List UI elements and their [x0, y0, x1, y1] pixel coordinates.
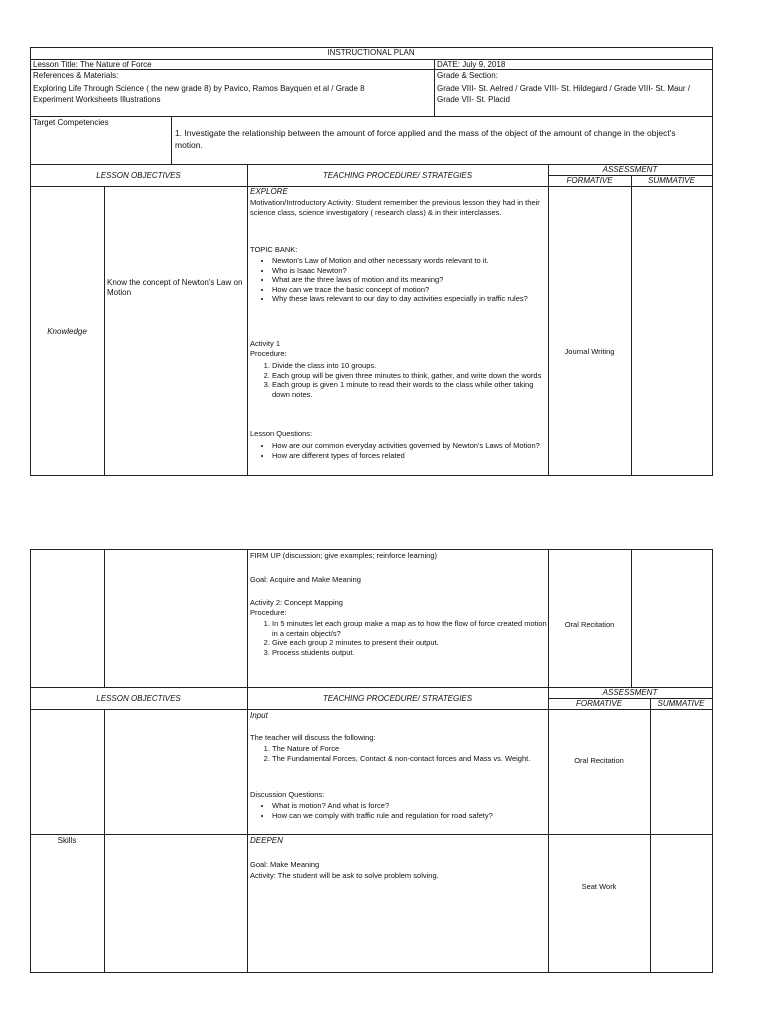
- list-item: 1. Divide the class into 10 groups.: [272, 361, 542, 371]
- activity-2-steps: [250, 619, 547, 657]
- activity-1-steps: [250, 361, 542, 399]
- list-item: • How can we trace the basic concept of motion?: [272, 285, 542, 295]
- formative-oral-recitation-2: Oral Recitation: [574, 756, 624, 765]
- list-item: • What is motion? And what is force?: [272, 801, 557, 811]
- header-teaching-procedure-2: TEACHING PROCEDURE/ STRATEGIES: [322, 694, 473, 703]
- discussion-questions-list: [250, 801, 557, 820]
- formative-journal-writing: Journal Writing: [564, 347, 615, 356]
- discussion-topics: [250, 744, 547, 763]
- procedure-label-2: Procedure:: [250, 608, 287, 617]
- lesson-objective: Know the concept of Newton's Law on Motion: [107, 278, 243, 297]
- plan-title: INSTRUCTIONAL PLAN: [327, 48, 415, 57]
- list-item: 2. Give each group 2 minutes to present their output.: [272, 638, 547, 648]
- deepen-heading: DEEPEN: [250, 836, 283, 845]
- target-competency-text: 1. Investigate the relationship between the amount of force applied and the mass of the object of the amount of change in the object's motion.: [175, 128, 676, 150]
- list-item: • How can we comply with traffic rule and regulation for road safety?: [272, 811, 557, 821]
- activity-problem-solving: Activity: The student will be ask to solve problem solving.: [250, 871, 439, 880]
- list-item: 2. Each group will be given three minutes to think, gather, and write down the words: [272, 371, 542, 381]
- header-lesson-objectives: LESSON OBJECTIVES: [96, 171, 181, 180]
- header-assessment-2: ASSESSMENT: [602, 688, 658, 697]
- grade-section-line-2: Grade VII- St. Placid: [437, 95, 510, 104]
- list-item: • How are different types of forces related: [272, 451, 548, 461]
- list-item: 1. In 5 minutes let each group make a map as to how the flow of force created motion in a certain object/s?: [272, 619, 547, 638]
- firm-up-heading: FIRM UP (discussion; give examples; reinforce learning): [250, 551, 438, 560]
- target-competencies-label: Target Competencies: [33, 118, 109, 127]
- teacher-discuss-text: The teacher will discuss the following:: [250, 733, 376, 742]
- list-item: 1. The Nature of Force: [272, 744, 547, 754]
- list-item: • Newton's Law of Motion and other necessary words relevant to it.: [272, 256, 542, 266]
- grade-section-line-1: Grade VIII- St. Aelred / Grade VIII- St. Hildegard / Grade VIII- St. Maur /: [437, 84, 690, 93]
- lesson-title: Lesson Title: The Nature of Force: [33, 60, 152, 69]
- domain-skills: Skills: [57, 836, 77, 845]
- list-item: • Why these laws relevant to our day to day activities especially in traffic rules?: [272, 294, 542, 304]
- explore-heading: EXPLORE: [250, 187, 288, 196]
- goal-make-meaning: Goal: Make Meaning: [250, 860, 320, 869]
- list-item: • What are the three laws of motion and its meaning?: [272, 275, 542, 285]
- lesson-questions-label: Lesson Questions:: [250, 429, 313, 438]
- header-lesson-objectives-2: LESSON OBJECTIVES: [96, 694, 181, 703]
- goal-acquire: Goal: Acquire and Make Meaning: [250, 575, 361, 584]
- formative-seat-work: Seat Work: [581, 882, 617, 891]
- list-item: • Who is Isaac Newton?: [272, 266, 542, 276]
- topic-bank-list: [250, 256, 542, 304]
- header-formative: FORMATIVE: [566, 176, 613, 185]
- references-materials: Experiment Worksheets Illustrations: [33, 95, 161, 104]
- formative-oral-recitation-1: Oral Recitation: [564, 620, 615, 629]
- grade-section-label: Grade & Section:: [437, 71, 498, 80]
- topic-bank-label: TOPIC BANK:: [250, 245, 298, 254]
- list-item: 3. Process students output.: [272, 648, 547, 658]
- header-summative-2: SUMMATIVE: [657, 699, 705, 708]
- header-teaching-procedure: TEACHING PROCEDURE/ STRATEGIES: [322, 171, 473, 180]
- procedure-label: Procedure:: [250, 349, 287, 358]
- header-assessment: ASSESSMENT: [602, 165, 658, 174]
- motivation-text: Motivation/Introductory Activity: Student remember the previous lesson they had in their science class, science investigatory ( research class) & in their interclasses.: [250, 198, 540, 217]
- references-book: Exploring Life Through Science ( the new grade 8) by Pavico, Ramos Bayquen et al / Grade 8: [33, 84, 365, 93]
- list-item: • How are our common everyday activities governed by Newton's Laws of Motion?: [272, 441, 548, 451]
- lesson-date: DATE: July 9, 2018: [437, 60, 506, 69]
- activity-1-label: Activity 1: [250, 339, 281, 348]
- header-summative: SUMMATIVE: [648, 176, 695, 185]
- activity-2-label: Activity 2: Concept Mapping: [250, 598, 343, 607]
- discussion-questions-label: Discussion Questions:: [250, 790, 325, 799]
- list-item: 3. Each group is given 1 minute to read their words to the class while other taking down notes.: [272, 380, 542, 399]
- references-label: References & Materials:: [33, 71, 119, 80]
- header-formative-2: FORMATIVE: [575, 699, 623, 708]
- domain-knowledge: Knowledge: [47, 327, 87, 336]
- input-heading: Input: [250, 711, 268, 720]
- lesson-questions-list: [250, 441, 548, 460]
- list-item: 2. The Fundamental Forces, Contact & non-contact forces and Mass vs. Weight.: [272, 754, 547, 764]
